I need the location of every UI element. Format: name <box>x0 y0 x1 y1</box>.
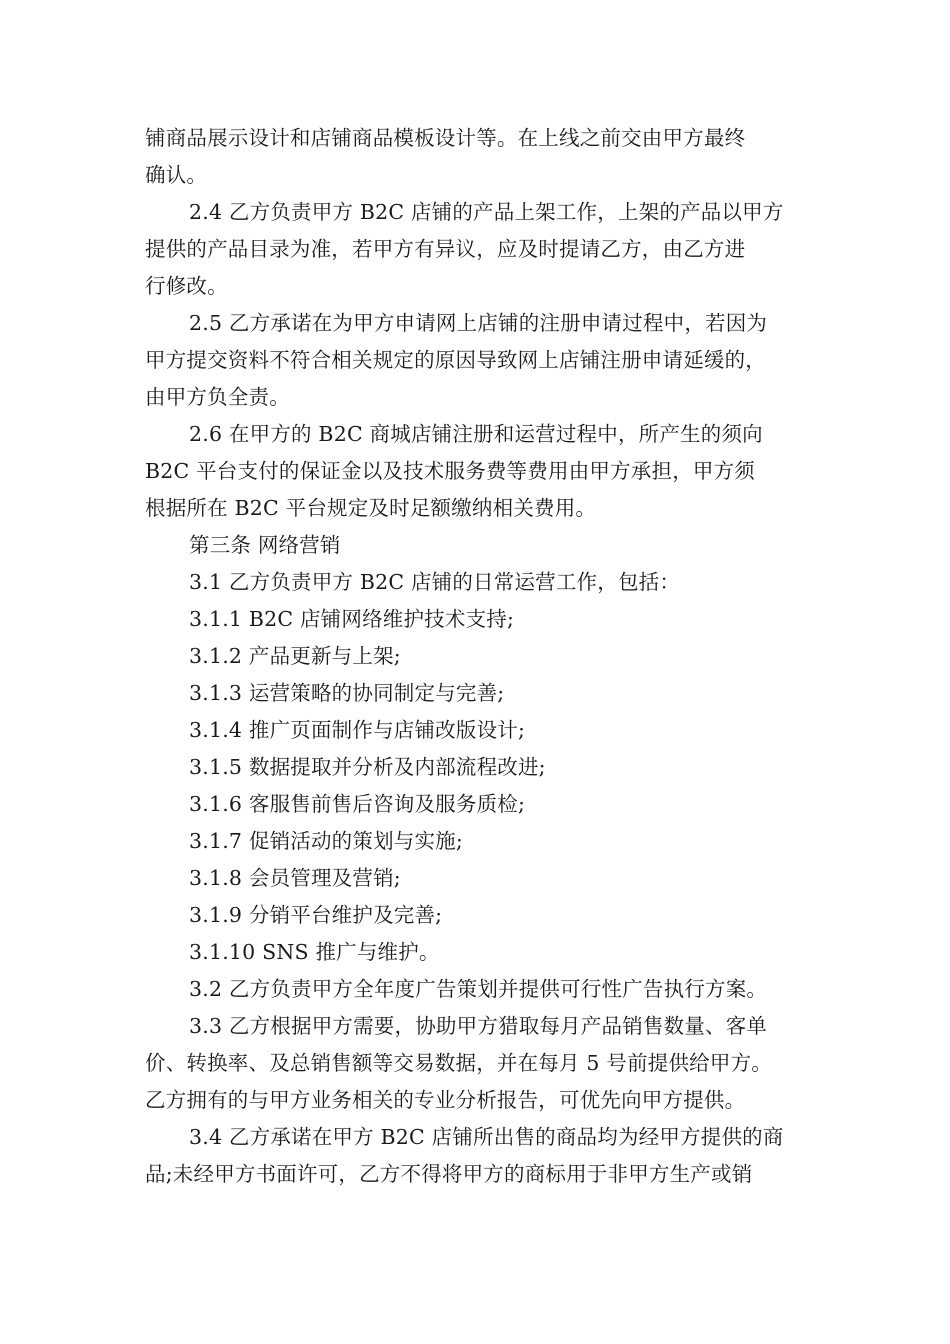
document-line: 乙方拥有的与甲方业务相关的专业分析报告，可优先向甲方提供。 <box>145 1088 746 1112</box>
document-line: 甲方提交资料不符合相关规定的原因导致网上店铺注册申请延缓的， <box>145 348 766 372</box>
document-body <box>145 120 825 1193</box>
document-line: 3.1.10 SNS 推广与维护。 <box>189 940 440 964</box>
document-line: 3.1.3 运营策略的协同制定与完善; <box>189 681 505 705</box>
document-line: 2.4 乙方负责甲方 B2C 店铺的产品上架工作，上架的产品以甲方 <box>189 200 784 224</box>
document-line: 3.4 乙方承诺在甲方 B2C 店铺所出售的商品均为经甲方提供的商 <box>189 1125 784 1149</box>
document-line: 第三条 网络营销 <box>189 533 341 557</box>
document-line: 确认。 <box>145 163 208 187</box>
document-line: 3.1.5 数据提取并分析及内部流程改进; <box>189 755 546 779</box>
document-line: 行修改。 <box>145 274 228 298</box>
document-line: 3.1.1 B2C 店铺网络维护技术支持; <box>189 607 515 631</box>
document-line: 铺商品展示设计和店铺商品模板设计等。在上线之前交由甲方最终 <box>145 126 746 150</box>
document-line: 由甲方负全责。 <box>145 385 290 409</box>
document-line: 3.1.4 推广页面制作与店铺改版设计; <box>189 718 526 742</box>
document-line: 3.1.9 分销平台维护及完善; <box>189 903 443 927</box>
document-line: 2.6 在甲方的 B2C 商城店铺注册和运营过程中，所产生的须向 <box>189 422 763 446</box>
document-line: 3.3 乙方根据甲方需要，协助甲方猎取每月产品销售数量、客单 <box>189 1014 768 1038</box>
document-line: 3.2 乙方负责甲方全年度广告策划并提供可行性广告执行方案。 <box>189 977 768 1001</box>
document-line: 品;未经甲方书面许可，乙方不得将甲方的商标用于非甲方生产或销 <box>145 1162 753 1186</box>
document-line: 2.5 乙方承诺在为甲方申请网上店铺的注册申请过程中，若因为 <box>189 311 768 335</box>
document-line: 3.1.7 促销活动的策划与实施; <box>189 829 463 853</box>
document-line: 3.1 乙方负责甲方 B2C 店铺的日常运营工作，包括： <box>189 570 681 594</box>
document-line: 价、转换率、及总销售额等交易数据，并在每月 5 号前提供给甲方。 <box>145 1051 772 1075</box>
document-line: 提供的产品目录为准，若甲方有异议，应及时提请乙方，由乙方进 <box>145 237 746 261</box>
document-line: 3.1.8 会员管理及营销; <box>189 866 401 890</box>
document-line: 根据所在 B2C 平台规定及时足额缴纳相关费用。 <box>145 496 597 520</box>
document-line: B2C 平台支付的保证金以及技术服务费等费用由甲方承担，甲方须 <box>145 459 756 483</box>
document-line: 3.1.2 产品更新与上架; <box>189 644 401 668</box>
document-line: 3.1.6 客服售前售后咨询及服务质检; <box>189 792 526 816</box>
